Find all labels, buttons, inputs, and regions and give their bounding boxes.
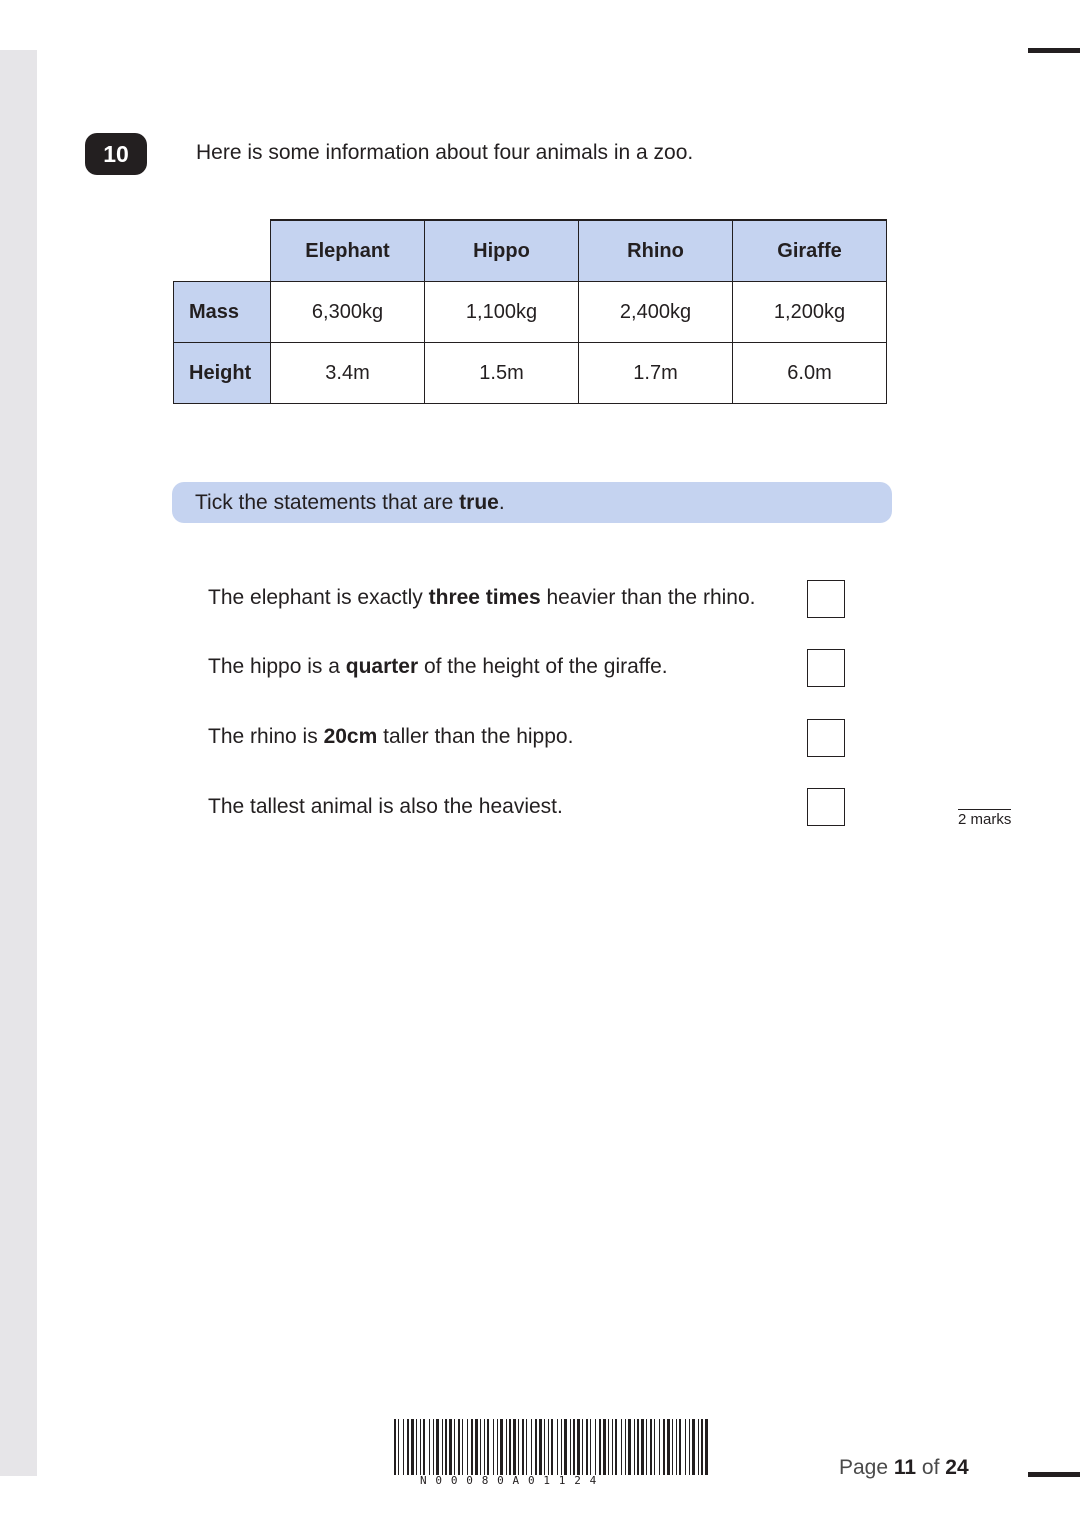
corner-mark-top — [1028, 48, 1080, 53]
page-middle: of — [916, 1456, 946, 1479]
barcode-bar — [403, 1419, 404, 1475]
barcode-bar — [454, 1419, 455, 1475]
barcode-bar — [612, 1419, 613, 1475]
barcode-bar — [467, 1419, 468, 1475]
table-row — [174, 343, 887, 404]
barcode-bar — [394, 1419, 396, 1475]
cell-height-giraffe: 6.0m — [733, 343, 887, 404]
marks-label: 2 marks — [958, 811, 1012, 828]
instruction-text: Tick the statements that are — [195, 491, 460, 514]
barcode-bar — [471, 1419, 473, 1475]
cell-mass-rhino: 2,400kg — [579, 282, 733, 343]
barcode-bar — [398, 1419, 399, 1475]
barcode-bar — [500, 1419, 503, 1475]
question-number: 10 — [85, 133, 147, 175]
cell-mass-giraffe: 1,200kg — [733, 282, 887, 343]
barcode-bar — [436, 1419, 439, 1475]
animal-table — [173, 219, 887, 404]
tick-box-3[interactable] — [807, 719, 845, 757]
barcode-bar — [634, 1419, 635, 1475]
statement-bold: three times — [428, 586, 541, 609]
table-header-row — [174, 220, 887, 282]
statement-text: The hippo is a — [208, 655, 346, 678]
cell-height-hippo: 1.5m — [425, 343, 579, 404]
page-current: 11 — [893, 1456, 917, 1479]
barcode-bar — [679, 1419, 681, 1475]
col-header-rhino: Rhino — [579, 220, 733, 282]
tick-box-2[interactable] — [807, 649, 845, 687]
barcode-bar — [506, 1419, 507, 1475]
barcode-bar — [564, 1419, 567, 1475]
barcode-bar — [672, 1419, 673, 1475]
barcode-bar — [513, 1419, 516, 1475]
barcode-bar — [621, 1419, 622, 1475]
instruction-bar — [172, 482, 892, 523]
cell-mass-elephant: 6,300kg — [271, 282, 425, 343]
barcode-bar — [557, 1419, 558, 1475]
page-total: 24 — [945, 1456, 969, 1479]
barcode-bar — [420, 1419, 421, 1475]
statement-bold: quarter — [345, 655, 419, 678]
statement-1 — [208, 586, 755, 610]
table-corner — [174, 220, 271, 282]
barcode-number: N00080A01124 — [420, 1474, 606, 1487]
barcode-bar — [577, 1419, 580, 1475]
cell-height-elephant: 3.4m — [271, 343, 425, 404]
barcode-bar — [429, 1419, 430, 1475]
col-header-giraffe: Giraffe — [733, 220, 887, 282]
barcode-bar — [449, 1419, 452, 1475]
barcode-bar — [659, 1419, 660, 1475]
barcode-bar — [531, 1419, 532, 1475]
barcode-bar — [603, 1419, 606, 1475]
barcode — [394, 1419, 712, 1475]
barcode-bar — [685, 1419, 686, 1475]
statement-text: taller than the hippo. — [377, 725, 574, 748]
barcode-bar — [586, 1419, 588, 1475]
page-prefix: Page — [839, 1456, 894, 1479]
left-margin-strip — [0, 50, 37, 1476]
barcode-bar — [625, 1419, 626, 1475]
barcode-bar — [582, 1419, 583, 1475]
barcode-bar — [445, 1419, 447, 1475]
cell-mass-hippo: 1,100kg — [425, 282, 579, 343]
barcode-bar — [544, 1419, 545, 1475]
barcode-bar — [551, 1419, 553, 1475]
barcode-bar — [637, 1419, 639, 1475]
statement-2 — [208, 655, 668, 679]
statement-text: The tallest animal is also the heaviest. — [208, 795, 563, 818]
barcode-bar — [573, 1419, 575, 1475]
tick-box-1[interactable] — [807, 580, 845, 618]
statement-bold: 20cm — [323, 725, 378, 748]
corner-mark-bottom — [1028, 1472, 1080, 1477]
barcode-bar — [487, 1419, 489, 1475]
barcode-bar — [484, 1419, 485, 1475]
tick-box-4[interactable] — [807, 788, 845, 826]
barcode-bar — [590, 1419, 591, 1475]
barcode-bar — [561, 1419, 562, 1475]
question-intro: Here is some information about four animals in a zoo. — [196, 141, 694, 164]
table-row — [174, 282, 887, 343]
barcode-bar — [411, 1419, 414, 1475]
barcode-bar — [509, 1419, 511, 1475]
barcode-bar — [433, 1419, 434, 1475]
statement-text: The rhino is — [208, 725, 324, 748]
barcode-bar — [535, 1419, 537, 1475]
barcode-bar — [599, 1419, 601, 1475]
barcode-bar — [518, 1419, 519, 1475]
statement-3 — [208, 725, 573, 749]
row-header-mass: Mass — [174, 282, 271, 343]
barcode-bar — [689, 1419, 690, 1475]
barcode-bar — [442, 1419, 443, 1475]
statement-4 — [208, 795, 563, 819]
barcode-bar — [480, 1419, 481, 1475]
barcode-bar — [663, 1419, 665, 1475]
barcode-bar — [646, 1419, 647, 1475]
barcode-bar — [548, 1419, 549, 1475]
barcode-bar — [692, 1419, 695, 1475]
barcode-bar — [493, 1419, 494, 1475]
barcode-bar — [595, 1419, 596, 1475]
barcode-bar — [667, 1419, 670, 1475]
row-header-height: Height — [174, 343, 271, 404]
barcode-bar — [462, 1419, 463, 1475]
barcode-bar — [615, 1419, 617, 1475]
barcode-bar — [628, 1419, 631, 1475]
statement-text: heavier than the rhino. — [540, 586, 756, 609]
statement-text: of the height of the giraffe. — [418, 655, 668, 678]
cell-height-rhino: 1.7m — [579, 343, 733, 404]
instruction-end: . — [498, 491, 505, 514]
page-number — [839, 1456, 969, 1480]
barcode-bar — [522, 1419, 524, 1475]
barcode-bar — [608, 1419, 609, 1475]
barcode-bar — [539, 1419, 542, 1475]
barcode-bar — [650, 1419, 652, 1475]
barcode-bar — [698, 1419, 699, 1475]
barcode-bar — [407, 1419, 409, 1475]
barcode-bar — [497, 1419, 498, 1475]
barcode-bar — [458, 1419, 460, 1475]
barcode-bar — [526, 1419, 527, 1475]
col-header-elephant: Elephant — [271, 220, 425, 282]
barcode-bar — [423, 1419, 425, 1475]
statement-text: The elephant is exactly — [208, 586, 429, 609]
barcode-bar — [705, 1419, 708, 1475]
barcode-bar — [416, 1419, 417, 1475]
barcode-bar — [676, 1419, 677, 1475]
col-header-hippo: Hippo — [425, 220, 579, 282]
instruction-bold: true — [459, 491, 499, 514]
barcode-bar — [570, 1419, 571, 1475]
barcode-bar — [701, 1419, 703, 1475]
barcode-bar — [641, 1419, 644, 1475]
barcode-bar — [475, 1419, 478, 1475]
barcode-bar — [654, 1419, 655, 1475]
